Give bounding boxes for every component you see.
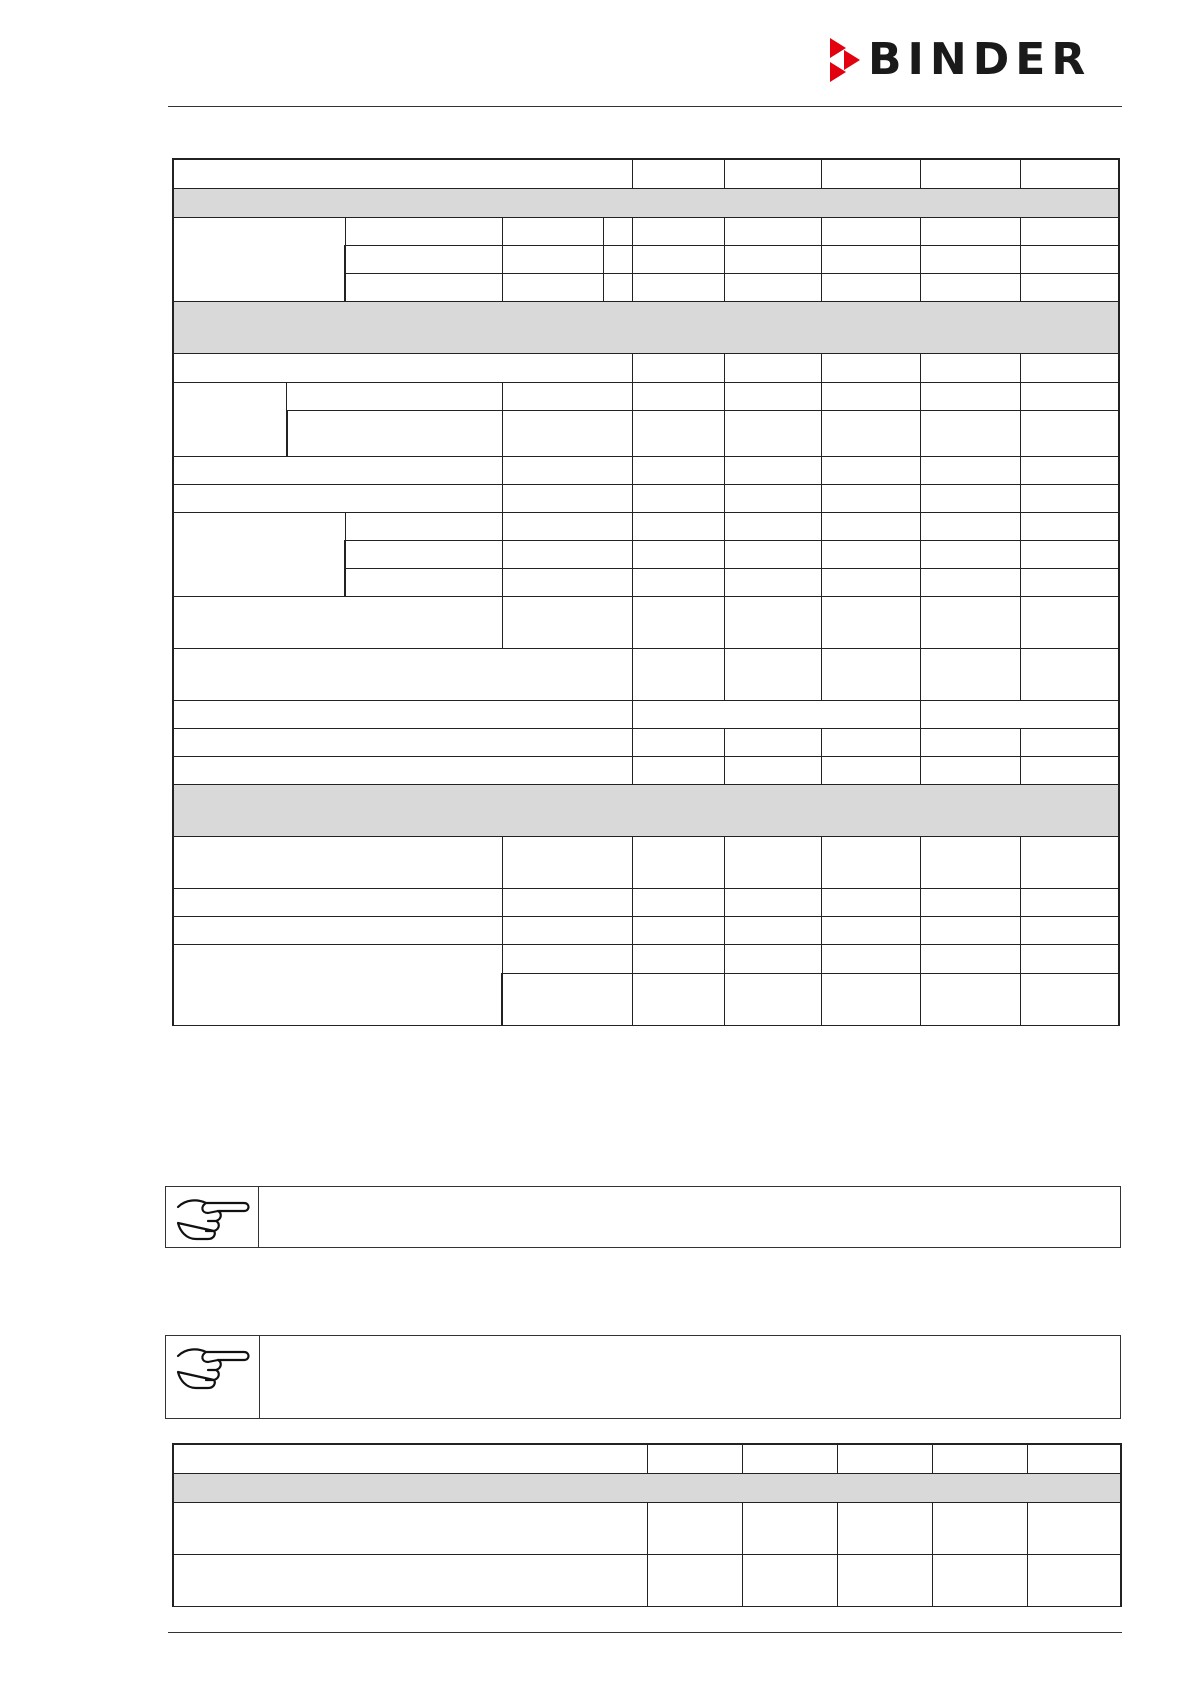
table-row bbox=[173, 410, 1119, 456]
table-row bbox=[173, 484, 1119, 512]
table-row bbox=[173, 188, 1119, 217]
header-rule bbox=[168, 106, 1122, 107]
spec-table-main bbox=[172, 158, 1120, 1026]
table-row bbox=[173, 700, 1119, 728]
table-row bbox=[173, 728, 1119, 756]
table-row bbox=[173, 888, 1119, 916]
footer-rule bbox=[168, 1632, 1122, 1633]
table-row bbox=[173, 512, 1119, 540]
table-row bbox=[173, 382, 1119, 410]
pointing-hand-icon bbox=[172, 1342, 252, 1392]
note-box bbox=[165, 1335, 1121, 1419]
table-row bbox=[173, 916, 1119, 944]
table-row bbox=[173, 1554, 1121, 1606]
table-row bbox=[173, 784, 1119, 836]
binder-logo bbox=[820, 34, 1120, 85]
table-row bbox=[173, 159, 1119, 188]
table-row bbox=[173, 301, 1119, 353]
table-row bbox=[173, 353, 1119, 382]
table-row bbox=[173, 596, 1119, 648]
table-row bbox=[173, 1444, 1121, 1473]
table-row bbox=[173, 648, 1119, 700]
spec-table-secondary bbox=[172, 1443, 1122, 1607]
table-row bbox=[173, 1502, 1121, 1554]
table-row bbox=[173, 1473, 1121, 1502]
table-row bbox=[173, 836, 1119, 888]
note-box bbox=[165, 1186, 1121, 1248]
pointing-hand-icon bbox=[172, 1193, 252, 1243]
table-row bbox=[173, 756, 1119, 784]
table-row bbox=[173, 217, 1119, 245]
table-row bbox=[173, 456, 1119, 484]
brand-name: BINDER bbox=[868, 34, 1092, 85]
table-row bbox=[173, 944, 1119, 973]
